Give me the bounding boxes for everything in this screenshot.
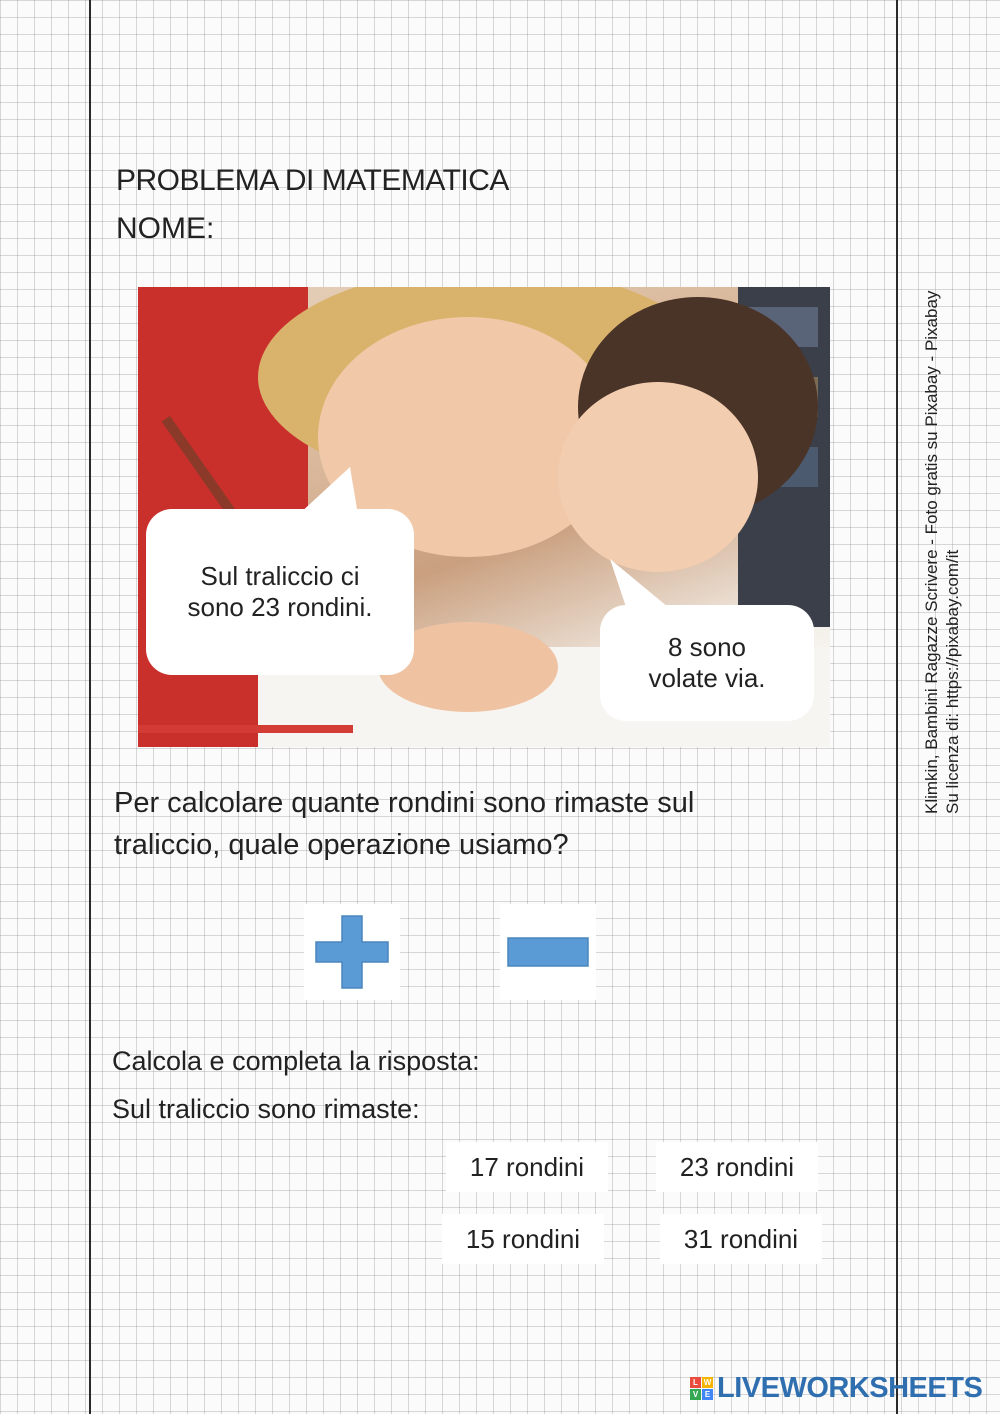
answer-option-31[interactable]: 31 rondini xyxy=(660,1214,822,1264)
answer-prompt: Sul traliccio sono rimaste: xyxy=(112,1094,420,1124)
left-margin-line xyxy=(89,0,91,1414)
speech-bubble-right-tail xyxy=(608,557,668,613)
children-writing-photo xyxy=(138,287,830,747)
answer-option-15[interactable]: 15 rondini xyxy=(442,1214,604,1264)
plus-icon xyxy=(315,915,389,989)
minus-option[interactable] xyxy=(500,904,596,1000)
speech-bubble-left-tail xyxy=(288,465,358,515)
answer-option-17[interactable]: 17 rondini xyxy=(446,1142,608,1192)
photo-credit xyxy=(921,194,964,814)
plus-option[interactable] xyxy=(304,904,400,1000)
speech-bubble-right: 8 sono volate via. xyxy=(600,605,814,721)
question-text: Per calcolare quante rondini sono rimaste sul traliccio, quale operazione usiamo? xyxy=(114,787,695,862)
liveworksheets-mark-icon: L W V E xyxy=(690,1377,713,1400)
liveworksheets-logo xyxy=(690,1372,982,1405)
photo-credit-line1: Klimkin, Bambini Ragazze Scrivere - Foto gratis su Pixabay - Pixabay xyxy=(921,290,941,814)
instruction-text: Calcola e completa la risposta: xyxy=(112,1046,480,1076)
answer-option-23[interactable]: 23 rondini xyxy=(656,1142,818,1192)
speech-bubble-left: Sul traliccio ci sono 23 rondini. xyxy=(146,509,414,675)
name-label: NOME: xyxy=(116,212,215,245)
page-title: PROBLEMA DI MATEMATICA xyxy=(116,164,509,197)
liveworksheets-logo-text: LIVEWORKSHEETS xyxy=(717,1372,983,1404)
right-margin-line xyxy=(896,0,898,1414)
minus-icon xyxy=(507,937,589,967)
photo-credit-line2: Su licenza di: https://pixabay.com/it xyxy=(943,549,962,814)
